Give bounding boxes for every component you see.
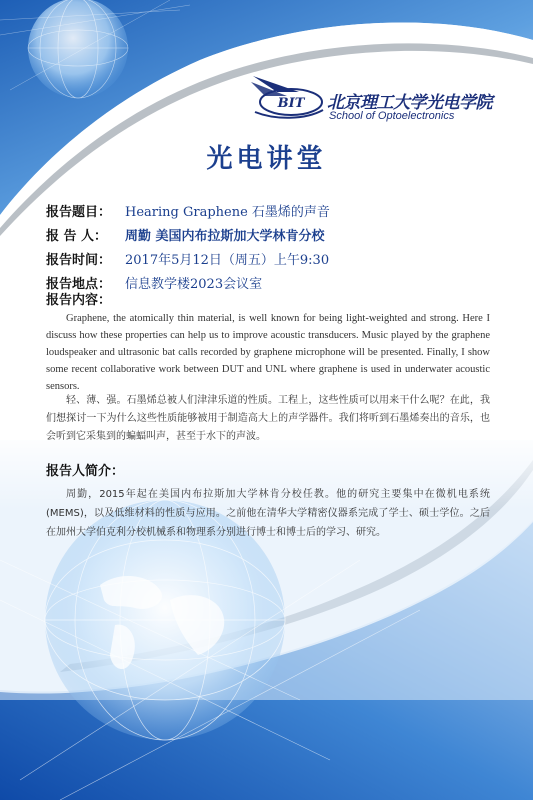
bio-label: 报告人简介：	[46, 464, 125, 479]
info-row-topic	[46, 199, 496, 223]
speaker-value: 周勤 美国内布拉斯加大学林肯分校	[125, 229, 325, 244]
abstract-en: Graphene, the atomically thin material, is well known for being light-weighted and strong. Here I discuss how these properties can help us to improve acoustic transducers. Music played by the graphene loudspeaker and ultrasonic bat calls recorded by graphene microphone will be presented. Finally, I show some recent collaborative work between DUT and UNL where graphene is used in underwater acoustic sensors.	[46, 313, 490, 392]
school-name-cn: 北京理工大学光电学院	[327, 93, 492, 113]
info-row-location	[46, 271, 496, 295]
info-label: 报 告 人：	[46, 229, 108, 244]
info-row-speaker	[46, 223, 496, 247]
time-value: 2017年5月12日（周五）上午9:30	[125, 253, 330, 268]
topic-value: Hearing Graphene 石墨烯的声音	[125, 205, 330, 220]
info-label: 报告题目：	[46, 205, 112, 220]
info-label: 报告地点：	[46, 277, 112, 292]
content-label: 报告内容：	[46, 293, 112, 308]
speaker-bio: 周勤，2015年起在美国内布拉斯加大学林肯分校任教。他的研究主要集中在微机电系统(MEMS)，以及低维材料的性质与应用。之前他在清华大学精密仪器系完成了学士、硕士学位。之后在加州大学伯克利分校机械系和物理系分别进行博士和博士后的学习、研究。	[46, 489, 490, 538]
location-value: 信息教学楼2023会议室	[125, 277, 263, 292]
logo-emblem-text: BIT	[277, 96, 305, 111]
school-name-en: School of Optoelectronics	[329, 110, 455, 122]
info-label: 报告时间：	[46, 253, 112, 268]
lecture-info	[46, 199, 496, 295]
abstract-cn: 轻、薄、强。石墨烯总被人们津津乐道的性质。工程上，这些性质可以用来干什么呢？在此，我们想探讨一下为什么这些性质能够被用于制造高大上的声学器件。我们将听到石墨烯奏出的音乐，也会听到它采集到的蝙蝠叫声，甚至于水下的声波。	[46, 395, 490, 442]
school-logo	[247, 70, 533, 130]
page-title: 光电讲堂	[206, 144, 327, 174]
info-row-time	[46, 247, 496, 271]
bit-emblem-icon	[247, 70, 325, 126]
